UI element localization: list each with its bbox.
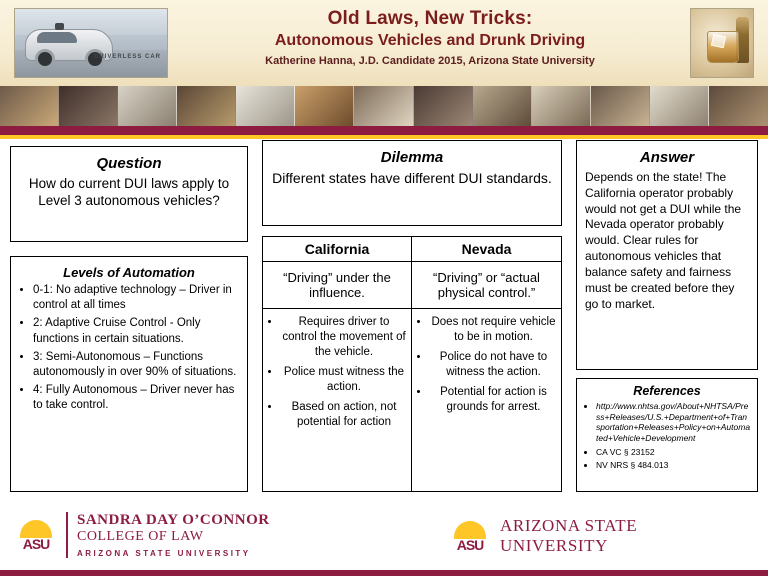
references-panel [576,378,758,492]
strip-photo-7 [354,86,413,126]
levels-list [17,283,241,413]
list-item: • 4: Fully Autonomous – Driver never has to take control. [33,383,241,413]
list-item: • Based on action, not potential for action [281,400,407,430]
maroon-divider [0,126,768,135]
strip-photo-9 [473,86,532,126]
poster-header [0,0,768,87]
table-header-row [263,237,561,262]
question-text: How do current DUI laws apply to Level 3 autonomous vehicles? [28,176,230,208]
references-heading: References [633,384,701,398]
list-item: • 0-1: No adaptive technology – Driver in control at all times [33,283,241,313]
asu-line1: ARIZONA STATE [500,516,638,535]
strip-photo-8 [414,86,473,126]
lidar-sensor-icon [55,23,64,30]
strip-photo-13 [709,86,768,126]
table-row [263,309,561,491]
poster-author: Katherine Hanna, J.D. Candidate 2015, Arizona State University [265,55,595,67]
strip-photo-6 [295,86,354,126]
asu-wordmark [500,516,637,556]
poster-footer [0,500,768,576]
poster-title-line1: Old Laws, New Tricks: [327,8,533,29]
state-comparison-table [262,236,562,492]
asu-logo [450,516,637,556]
strip-photo-11 [591,86,650,126]
footer-maroon-bar [0,570,768,576]
dilemma-heading: Dilemma [380,149,444,166]
asu-letters: ASU [22,536,50,552]
whiskey-glass-photo [690,8,754,78]
car-photo-caption: DRIVERLESS CAR [93,54,161,60]
list-item: • Potential for action is grounds for arrest. [430,385,557,415]
law-line3: ARIZONA STATE UNIVERSITY [77,549,251,558]
question-heading: Question [96,155,162,172]
strip-photo-2 [59,86,118,126]
ice-cube-shape [711,34,726,48]
answer-panel [576,140,758,370]
list-item: • CA VC § 23152 [596,447,751,458]
car-window-shape [37,32,77,43]
answer-heading: Answer [639,149,695,166]
answer-text: Depends on the state! The California operator probably would not get a DUI while the Nevada operator probably would. Clear rules for autonomous vehicles that balance safety and fairness must be created before they go to market. [585,170,742,311]
law-line1: SANDRA DAY O’CONNOR [77,512,270,528]
levels-of-automation-panel [10,256,248,492]
college-of-law-wordmark [66,512,270,558]
title-block [180,8,680,67]
asu-letters: ASU [456,537,484,553]
college-of-law-logo [16,512,270,558]
list-item: • Requires driver to control the movement of the vehicle. [281,315,407,360]
references-list [583,401,751,471]
poster-title-line2: Autonomous Vehicles and Drunk Driving [274,32,586,49]
strip-photo-3 [118,86,177,126]
levels-heading: Levels of Automation [63,265,195,280]
list-item: • NV NRS § 484.013 [596,460,751,471]
car-wheel-front [35,49,55,69]
list-item: • 2: Adaptive Cruise Control - Only functions in certain situations. [33,316,241,346]
question-panel [10,146,248,242]
driverless-car-photo [14,8,168,78]
strip-photo-5 [236,86,295,126]
photo-strip [0,86,768,126]
column-header-nevada: Nevada [461,241,512,257]
california-standard: “Driving” under the influence. [263,262,412,308]
list-item: • Police must witness the action. [281,365,407,395]
list-item: • Police do not have to witness the action. [430,350,557,380]
asu-sunburst-icon [16,518,56,552]
asu-line2: UNIVERSITY [500,536,608,555]
list-item: • Does not require vehicle to be in motion. [430,315,557,345]
california-details [263,309,412,491]
strip-photo-10 [532,86,591,126]
gold-divider [0,135,768,139]
nevada-details [412,309,561,491]
dilemma-panel [262,140,562,226]
table-row [263,262,561,309]
strip-photo-1 [0,86,59,126]
dilemma-text: Different states have different DUI standards. [272,170,552,186]
asu-sunburst-icon-right [450,519,490,553]
strip-photo-12 [650,86,709,126]
law-line2: COLLEGE OF LAW [77,529,204,544]
column-header-california: California [263,237,412,261]
strip-photo-4 [177,86,236,126]
nevada-details-list [416,315,557,415]
list-item: • 3: Semi-Autonomous – Functions autonomously in over 90% of situations. [33,350,241,380]
nevada-standard: “Driving” or “actual physical control.” [433,270,540,300]
california-details-list [267,315,407,430]
list-item: • http://www.nhtsa.gov/About+NHTSA/Press+Releases/U.S.+Department+of+Transportation+Releases+Policy+on+Automated+Vehicle+Development [596,401,751,444]
